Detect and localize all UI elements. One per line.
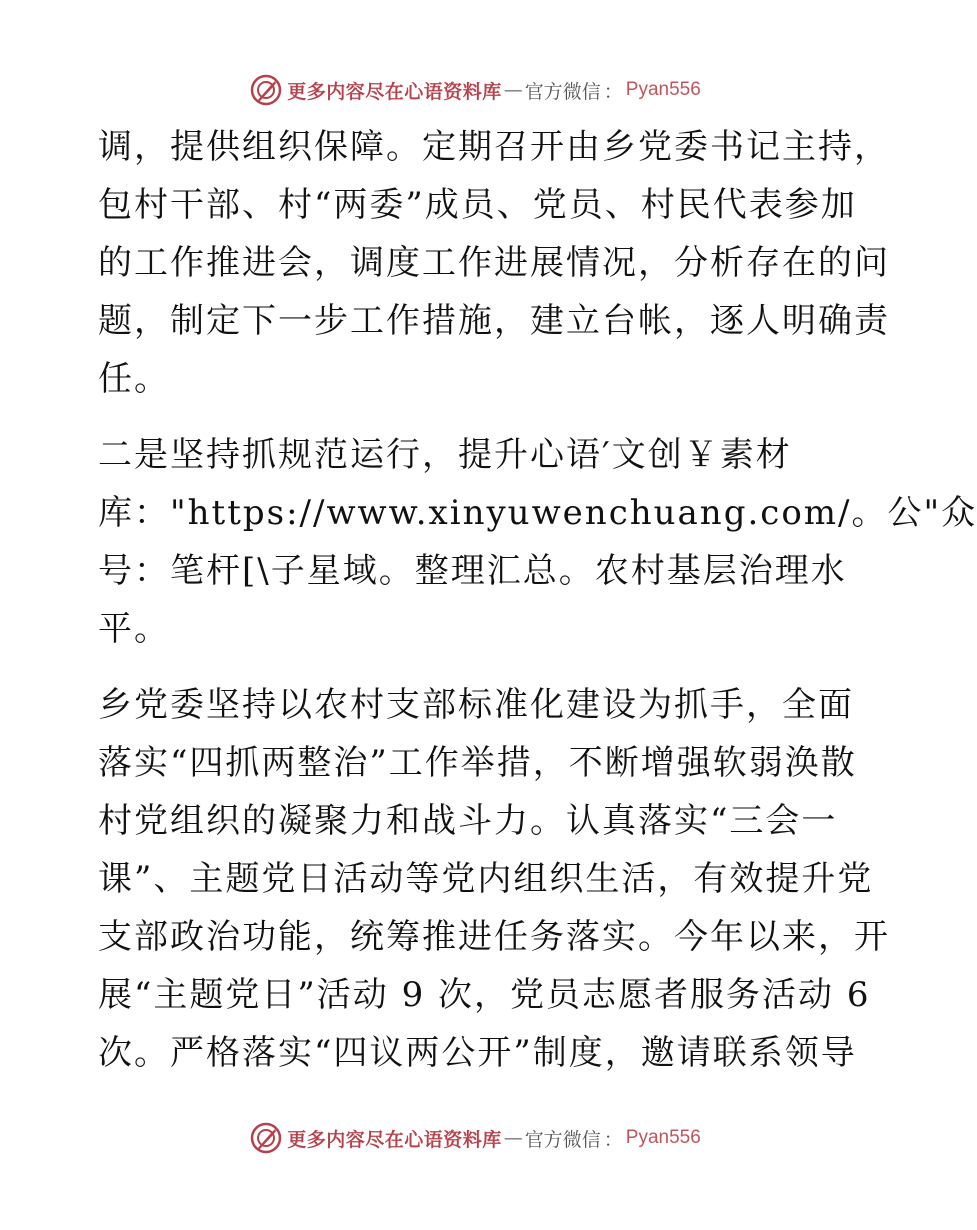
watermark-separator: ：: [603, 1128, 623, 1151]
text-line: 任。: [98, 359, 170, 399]
watermark-official-label: 官方微信: [524, 1128, 601, 1151]
text-line: 次。严格落实“四议两公开”制度，邀请联系领导: [98, 1033, 857, 1073]
text-line: 村党组织的凝聚力和战斗力。认真落实“三会一: [98, 801, 838, 841]
paragraph: [98, 426, 977, 658]
header-watermark: [0, 70, 950, 110]
text-line: 支部政治功能，统筹推进任务落实。今年以来，开: [98, 917, 890, 957]
watermark-title: 更多内容尽在心语资料库: [287, 80, 502, 103]
text-line: 平。: [98, 609, 170, 649]
watermark-dash: —: [503, 79, 523, 101]
text-line: 课”、主题党日活动等党内组织生活，有效提升党: [98, 859, 874, 899]
pen-logo-icon: [249, 1121, 283, 1155]
text-line: 乡党委坚持以农村支部标准化建设为抓手，全面: [98, 685, 854, 725]
text-line: 调，提供组织保障。定期召开由乡党委书记主持，: [98, 127, 890, 167]
paragraph: [98, 676, 890, 1082]
watermark-title: 更多内容尽在心语资料库: [287, 1128, 502, 1151]
pen-logo-icon: [249, 73, 283, 107]
text-line: 包村干部、村“两委”成员、党员、村民代表参加: [98, 185, 857, 225]
text-line: 题，制定下一步工作措施，建立台帐，逐人明确责: [98, 301, 890, 341]
text-line: 二是坚持抓规范运行，提升心语′文创￥素材: [98, 435, 792, 475]
footer-watermark: [0, 1118, 950, 1158]
document-body: [98, 118, 977, 1100]
paragraph: [98, 118, 890, 408]
watermark-separator: ：: [603, 80, 623, 103]
text-line: 号：笔杆[\子星域。整理汇总。农村基层治理水: [98, 551, 847, 591]
watermark-wechat-id: Pyan556: [625, 79, 701, 100]
text-line: 落实“四抓两整治”工作举措，不断增强软弱涣散: [98, 743, 857, 783]
text-line: 展“主题党日”活动 9 次，党员志愿者服务活动 6: [98, 975, 871, 1015]
text-line: 库："https://www.xinyuwenchuang.com/。公"众: [98, 493, 977, 533]
text-line: 的工作推进会，调度工作进展情况，分析存在的问: [98, 243, 890, 283]
watermark-official-label: 官方微信: [524, 80, 601, 103]
watermark-wechat-id: Pyan556: [625, 1127, 701, 1148]
watermark-dash: —: [503, 1127, 523, 1149]
